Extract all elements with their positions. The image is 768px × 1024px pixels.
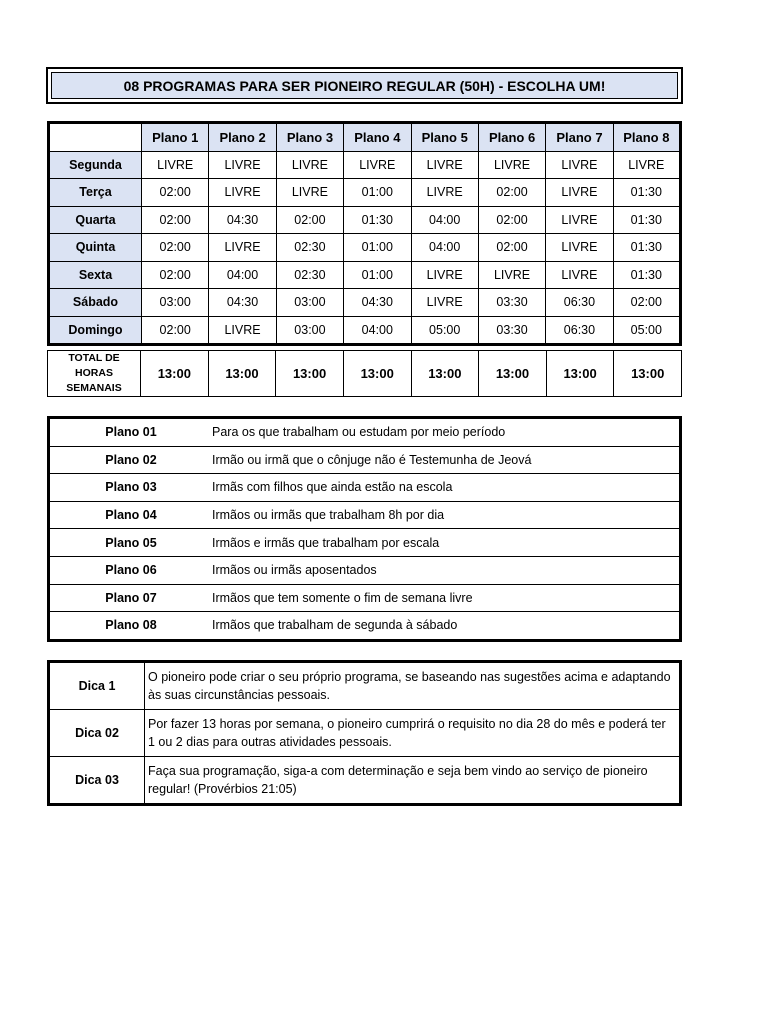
total-value: 13:00 — [479, 351, 547, 397]
plan-description: Irmãos que trabalham de segunda à sábado — [212, 618, 458, 633]
schedule-cell: LIVRE — [478, 261, 545, 289]
schedule-cell: LIVRE — [276, 179, 343, 207]
page-title: 08 PROGRAMAS PARA SER PIONEIRO REGULAR (50H) - ESCOLHA UM! — [51, 72, 678, 99]
schedule-cell: 04:30 — [209, 289, 276, 317]
tip-row — [49, 757, 681, 805]
schedule-cell: 01:00 — [344, 234, 411, 262]
plan-name: Plano 02 — [49, 446, 213, 474]
plan-header: Plano 1 — [142, 123, 209, 152]
schedule-cell: 02:00 — [142, 234, 209, 262]
schedule-cell: LIVRE — [546, 261, 613, 289]
schedule-cell: 02:00 — [142, 179, 209, 207]
schedule-row — [49, 234, 681, 262]
schedule-cell: 02:00 — [478, 206, 545, 234]
schedule-cell: 02:30 — [276, 261, 343, 289]
totals-label-line: TOTAL DE — [68, 352, 120, 364]
title-box — [46, 67, 683, 104]
schedule-cell: LIVRE — [276, 151, 343, 179]
schedule-cell: 02:00 — [613, 289, 680, 317]
schedule-cell: LIVRE — [546, 234, 613, 262]
plan-row — [49, 584, 681, 612]
day-label: Sexta — [49, 261, 142, 289]
plan-row — [49, 612, 681, 641]
plan-row — [49, 474, 681, 502]
total-value: 13:00 — [141, 351, 209, 397]
totals-label-line: SEMANAIS — [66, 382, 122, 394]
schedule-cell: LIVRE — [613, 151, 680, 179]
schedule-cell: 02:00 — [142, 261, 209, 289]
schedule-cell: LIVRE — [411, 261, 478, 289]
plan-description: Irmãos que tem somente o fim de semana livre — [212, 584, 681, 612]
totals-table — [47, 350, 682, 397]
schedule-cell: LIVRE — [478, 151, 545, 179]
schedule-cell: 04:00 — [411, 234, 478, 262]
schedule-row — [49, 261, 681, 289]
plan-row — [49, 418, 681, 447]
tip-name: Dica 02 — [49, 710, 145, 757]
schedule-cell: LIVRE — [209, 316, 276, 345]
totals-label — [48, 351, 141, 397]
schedule-header-row — [49, 123, 681, 152]
schedule-cell: LIVRE — [411, 151, 478, 179]
plan-row — [49, 501, 681, 529]
schedule-cell: 03:30 — [478, 316, 545, 345]
plan-row — [49, 529, 681, 557]
plan-header: Plano 6 — [478, 123, 545, 152]
plan-name: Plano 03 — [49, 474, 213, 502]
schedule-cell: 03:30 — [478, 289, 545, 317]
plan-description: Irmãos ou irmãs aposentados — [212, 556, 681, 584]
plan-row — [49, 556, 681, 584]
totals-row — [48, 351, 682, 397]
schedule-row — [49, 179, 681, 207]
tip-text: O pioneiro pode criar o seu próprio programa, se baseando nas sugestões acima e adaptando às suas circunstâncias pessoais. — [145, 662, 681, 710]
tip-name: Dica 03 — [49, 757, 145, 805]
schedule-cell: 01:00 — [344, 261, 411, 289]
schedule-cell: LIVRE — [546, 206, 613, 234]
schedule-cell: 04:30 — [344, 289, 411, 317]
schedule-cell: 03:00 — [276, 289, 343, 317]
schedule-row — [49, 206, 681, 234]
schedule-cell: 03:00 — [142, 289, 209, 317]
tip-row — [49, 710, 681, 757]
schedule-cell: LIVRE — [209, 234, 276, 262]
schedule-cell: LIVRE — [546, 179, 613, 207]
schedule-cell: 05:00 — [613, 316, 680, 345]
schedule-cell: LIVRE — [344, 151, 411, 179]
schedule-cell: LIVRE — [411, 179, 478, 207]
plan-description: Irmãos ou irmãs que trabalham 8h por dia — [212, 501, 681, 529]
plan-header: Plano 3 — [276, 123, 343, 152]
plan-name: Plano 06 — [49, 556, 213, 584]
schedule-cell: 02:00 — [142, 316, 209, 345]
tips-table — [47, 660, 682, 806]
tip-text: Faça sua programação, siga-a com determinação e seja bem vindo ao serviço de pioneiro regular! (Provérbios 21:05) — [148, 764, 648, 796]
schedule-cell: 01:30 — [344, 206, 411, 234]
total-value: 13:00 — [614, 351, 682, 397]
schedule-cell: LIVRE — [411, 289, 478, 317]
total-value: 13:00 — [276, 351, 344, 397]
schedule-cell: LIVRE — [209, 151, 276, 179]
plan-header: Plano 8 — [613, 123, 680, 152]
schedule-cell: 03:00 — [276, 316, 343, 345]
plan-name: Plano 08 — [105, 618, 157, 633]
schedule-cell: 02:00 — [478, 179, 545, 207]
schedule-cell: 01:00 — [344, 179, 411, 207]
schedule-row — [49, 316, 681, 345]
plan-description: Irmãos e irmãs que trabalham por escala — [212, 529, 681, 557]
schedule-table — [47, 121, 682, 346]
plan-header: Plano 7 — [546, 123, 613, 152]
plan-header: Plano 4 — [344, 123, 411, 152]
schedule-cell: LIVRE — [546, 151, 613, 179]
plan-row — [49, 446, 681, 474]
plan-header: Plano 2 — [209, 123, 276, 152]
schedule-row — [49, 151, 681, 179]
schedule-cell: 05:00 — [411, 316, 478, 345]
schedule-cell: 01:30 — [613, 234, 680, 262]
tip-row — [49, 662, 681, 710]
schedule-cell: 01:30 — [613, 261, 680, 289]
schedule-cell: 01:30 — [613, 206, 680, 234]
schedule-cell: 06:30 — [546, 289, 613, 317]
total-value: 13:00 — [546, 351, 614, 397]
schedule-cell: 04:00 — [209, 261, 276, 289]
total-value: 13:00 — [208, 351, 276, 397]
schedule-cell: 04:00 — [411, 206, 478, 234]
totals-label-line: HORAS — [75, 367, 113, 379]
day-label: Sábado — [49, 289, 142, 317]
corner-cell — [49, 123, 142, 152]
schedule-row — [49, 289, 681, 317]
plan-name: Plano 01 — [49, 418, 213, 447]
plan-name: Plano 07 — [49, 584, 213, 612]
plans-table — [47, 416, 682, 642]
schedule-cell: 06:30 — [546, 316, 613, 345]
schedule-cell: 04:30 — [209, 206, 276, 234]
plan-name: Plano 05 — [49, 529, 213, 557]
schedule-cell: 01:30 — [613, 179, 680, 207]
day-label: Terça — [49, 179, 142, 207]
total-value: 13:00 — [411, 351, 479, 397]
schedule-cell: 04:00 — [344, 316, 411, 345]
schedule-cell: LIVRE — [142, 151, 209, 179]
schedule-cell: LIVRE — [209, 179, 276, 207]
plan-description: Irmão ou irmã que o cônjuge não é Testemunha de Jeová — [212, 446, 681, 474]
schedule-cell: 02:00 — [142, 206, 209, 234]
plan-name: Plano 04 — [49, 501, 213, 529]
plan-header: Plano 5 — [411, 123, 478, 152]
tip-name: Dica 1 — [49, 662, 145, 710]
schedule-cell: 02:00 — [478, 234, 545, 262]
day-label: Domingo — [49, 316, 142, 345]
plan-description: Irmãs com filhos que ainda estão na escola — [212, 474, 681, 502]
day-label: Quarta — [49, 206, 142, 234]
schedule-cell: 02:30 — [276, 234, 343, 262]
schedule-cell: 02:00 — [276, 206, 343, 234]
day-label: Quinta — [49, 234, 142, 262]
day-label: Segunda — [49, 151, 142, 179]
tip-text: Por fazer 13 horas por semana, o pioneiro cumprirá o requisito no dia 28 do mês e poderá ter 1 ou 2 dias para outras atividades pessoais. — [145, 710, 681, 757]
total-value: 13:00 — [343, 351, 411, 397]
plan-description: Para os que trabalham ou estudam por meio período — [212, 418, 681, 447]
